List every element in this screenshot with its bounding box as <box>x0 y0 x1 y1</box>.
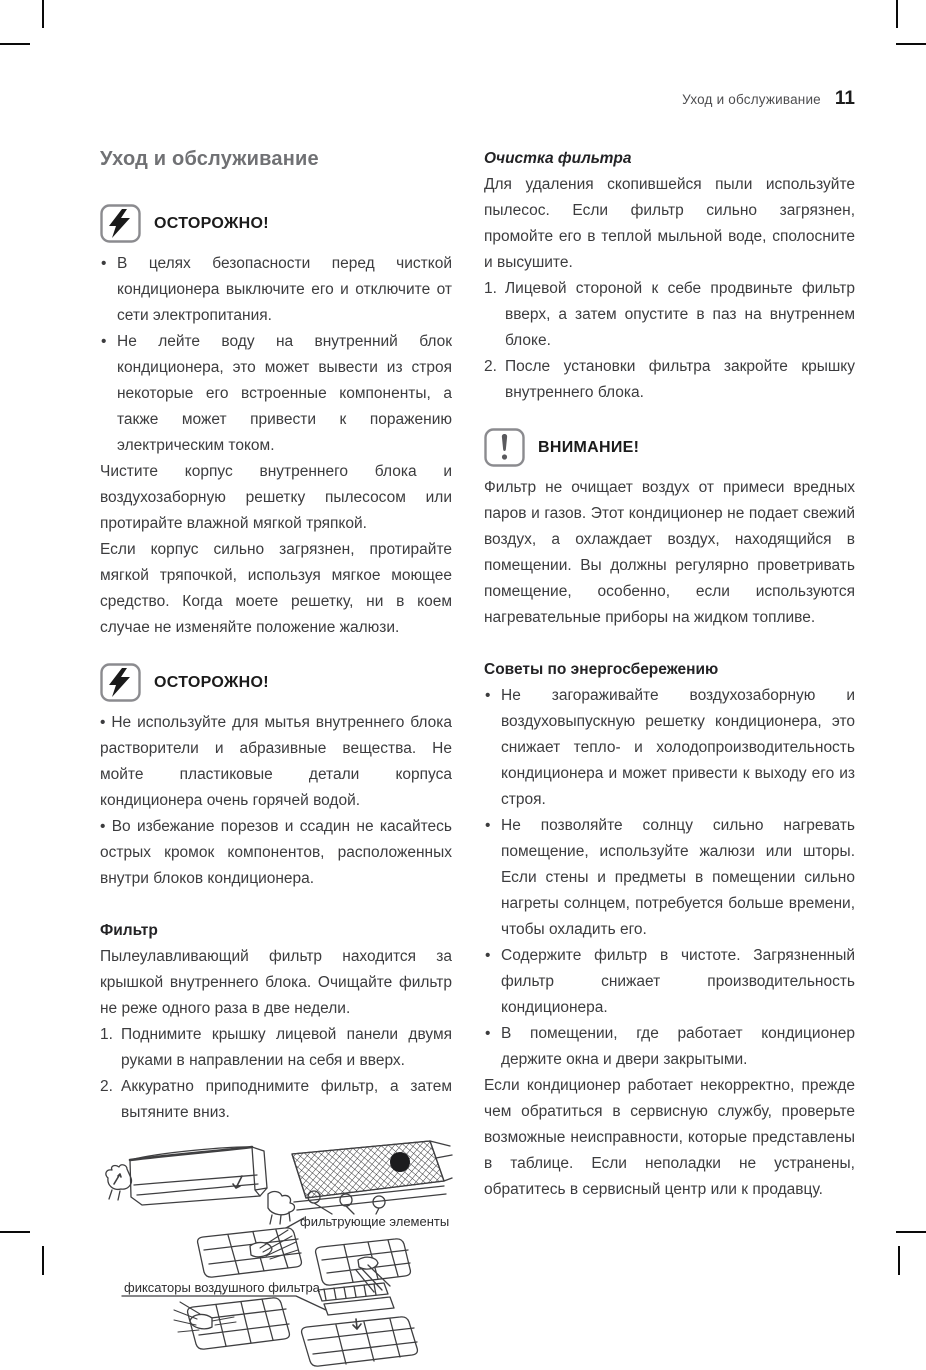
closing-paragraph: Если кондиционер работает некорректно, прежде чем обратиться в сервисную службу, проверьте возможные неисправности, которые представлены в таблице. Если неполадки не устранены, обратитесь в сервисный центр или к продавцу. <box>484 1077 855 1198</box>
caution-label: ОСТОРОЖНО! <box>154 214 269 232</box>
energy-tips-list <box>484 683 855 1073</box>
filter-cleaning-heading: Очистка фильтра <box>484 150 632 167</box>
crop-mark-top-left-vertical <box>42 0 44 28</box>
crop-mark-bottom-right-vertical <box>898 1246 900 1275</box>
body-paragraph: Чистите корпус внутреннего блока и воздухозаборную решетку пылесосом или протирайте влажной мягкой тряпкой. <box>100 463 452 532</box>
energy-tip: • Не позволяйте солнцу сильно нагревать помещение, используйте жалюзи или шторы. Если стены и предметы в помещении сильно нагреты солнцем, потребуется больше времени, чтобы охладить его. <box>484 813 855 943</box>
caution-bullet-list <box>100 251 452 459</box>
filter-step: Аккуратно приподнимите фильтр, а затем вытяните вниз. <box>121 1078 452 1121</box>
filter-maintenance-illustration <box>100 1138 452 1370</box>
caution-bullet: • Не лейте воду на внутренний блок кондиционера, это может вывести из строя некоторые его встроенные компоненты, а также может привести к поражению электрическим током. <box>100 329 452 459</box>
label-filter-clips: фиксаторы воздушного фильтра <box>124 1280 320 1295</box>
exclamation-icon <box>484 428 525 467</box>
energy-tips-heading: Советы по энергосбережению <box>484 661 719 678</box>
crop-mark-top-left-horizontal <box>0 43 30 45</box>
crop-mark-bottom-left-horizontal <box>0 1231 30 1233</box>
energy-tip: • В помещении, где работает кондиционер держите окна и двери закрытыми. <box>484 1021 855 1073</box>
body-paragraph: • Во избежание порезов и ссадин не касайтесь острых кромок компонентов, расположенных внутри блоков кондиционера. <box>100 814 452 892</box>
caution-block-1 <box>100 204 452 243</box>
cleaning-step: После установки фильтра закройте крышку внутреннего блока. <box>505 358 855 401</box>
caution-label: ОСТОРОЖНО! <box>154 673 269 691</box>
left-column <box>100 146 452 1370</box>
crop-mark-top-right-horizontal <box>896 43 926 45</box>
body-paragraph: Если корпус сильно загрязнен, протирайте мягкой тряпочкой, используя мягкое моющее средство. Когда моете решетку, ни в коем случае не изменяйте положение жалюзи. <box>100 541 452 636</box>
cleaning-steps <box>484 276 855 406</box>
lightning-icon <box>100 204 141 243</box>
crop-mark-top-right-vertical <box>896 0 898 28</box>
crop-mark-bottom-right-horizontal <box>896 1231 926 1233</box>
section-title: Уход и обслуживание <box>100 148 319 170</box>
filter-steps <box>100 1022 452 1126</box>
filter-step: Поднимите крышку лицевой панели двумя руками в направлении на себя и вверх. <box>121 1026 452 1069</box>
body-paragraph: Фильтр не очищает воздух от примеси вредных паров и газов. Этот кондиционер не подает свежий воздух, а охлаждает воздух, находящийся в помещении. Вы должны регулярно проветривать помещение, особенно, если используются нагревательные приборы на жидком топливе. <box>484 479 855 626</box>
cleaning-step: Лицевой стороной к себе продвиньте фильтр вверх, а затем опустите в паз на внутреннем блоке. <box>505 280 855 349</box>
header-section-label: Уход и обслуживание <box>682 92 821 107</box>
crop-mark-bottom-left-vertical <box>42 1246 44 1275</box>
caution-bullet: • В целях безопасности перед чисткой кондиционера выключите его и отключите от сети электропитания. <box>100 251 452 329</box>
indoor-unit-drawing <box>106 1147 295 1224</box>
body-paragraph: • Не используйте для мытья внутреннего блока растворители и абразивные вещества. Не мойте пластиковые детали корпуса кондиционера очень горячей водой. <box>100 710 452 814</box>
header-page-number: 11 <box>834 88 855 109</box>
attention-label: ВНИМАНИЕ! <box>538 438 640 456</box>
caution-block-2 <box>100 663 452 702</box>
body-paragraph: Пылеулавливающий фильтр находится за крышкой внутреннего блока. Очищайте фильтр не реже одного раза в две недели. <box>100 948 452 1017</box>
label-filter-elements: фильтрующие элементы <box>300 1214 450 1229</box>
filter-mesh-drawing <box>292 1141 452 1214</box>
energy-tip: • Не загораживайте воздухозаборную и воздуховыпускную решетку кондиционера, это снижает тепло- и холодопроизводительность кондиционера и может привести к выходу его из строя. <box>484 683 855 813</box>
attention-block <box>484 428 855 467</box>
energy-tip: • Содержите фильтр в чистоте. Загрязненный фильтр снижает производительность кондиционера. <box>484 943 855 1021</box>
page-header <box>682 88 855 110</box>
right-column <box>484 146 855 1203</box>
filter-heading: Фильтр <box>100 922 158 939</box>
lightning-icon <box>100 663 141 702</box>
body-paragraph: Для удаления скопившейся пыли используйте пылесос. Если фильтр сильно загрязнен, промойте его в теплой мыльной воде, сполосните и высушите. <box>484 176 855 271</box>
